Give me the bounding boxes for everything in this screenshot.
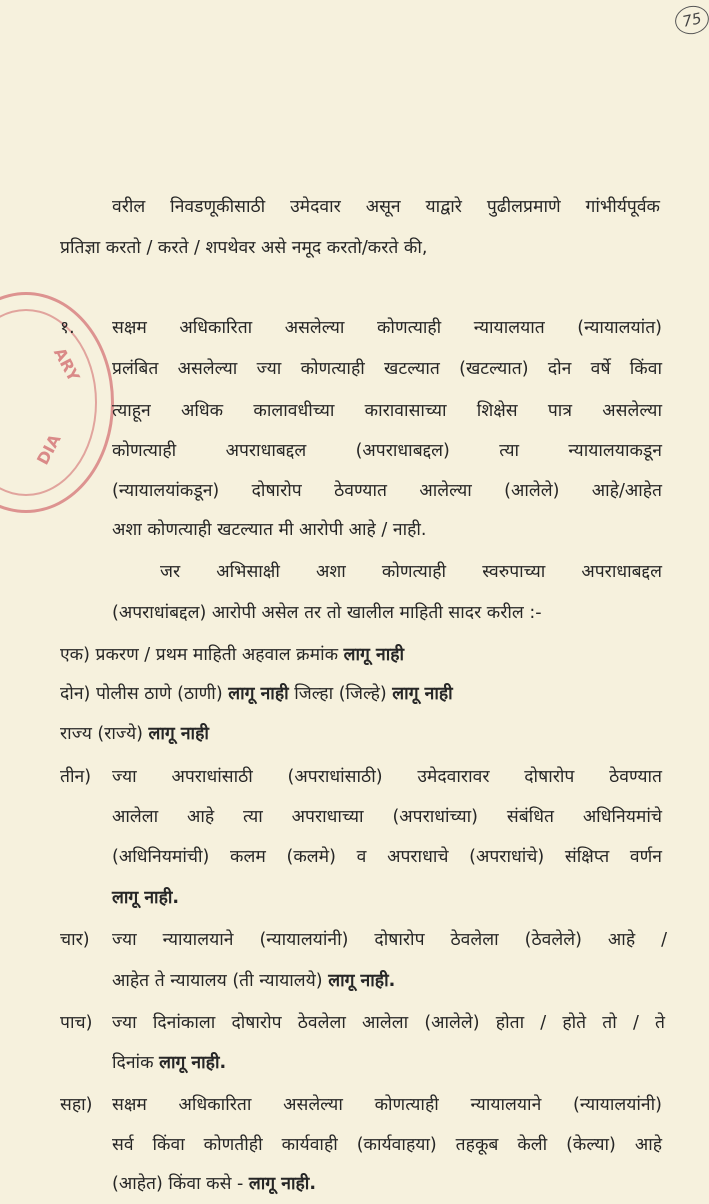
item-teen-label: तीन) [60, 767, 92, 787]
item-char-text: आहेत ते न्यायालय (ती न्यायालये) [112, 971, 323, 991]
item-saha-line-2: सर्व किंवा कोणतीही कार्यवाही (कार्यवाहया) तहकूब केली (केल्या) आहे [112, 1135, 662, 1155]
item-ek [60, 643, 404, 667]
item-don-text-b: जिल्हा (जिल्हे) [294, 684, 387, 704]
item-don-value-b: लागू नाही [392, 684, 453, 704]
item-char-label: चार) [60, 930, 90, 950]
item-char-line-1: ज्या न्यायालयाने (न्यायालयांनी) दोषारोप ठेवलेला (ठेवलेले) आहे / [112, 930, 667, 950]
item-1-line-6: अशा कोणत्याही खटल्यात मी आरोपी आहे / नाही. [112, 520, 427, 540]
library-stamp [0, 292, 114, 513]
item-1-line-2: प्रलंबित असलेल्या ज्या कोणत्याही खटल्यात (खटल्यात) दोन वर्षे किंवा [112, 359, 662, 379]
item-1-line-1: सक्षम अधिकारिता असलेल्या कोणत्याही न्यायालयात (न्यायालयांत) [112, 318, 662, 338]
item-don-label: दोन) [60, 684, 91, 704]
item-don-text-a: पोलीस ठाणे (ठाणी) [95, 684, 223, 704]
item-char-line-2 [112, 969, 395, 993]
item-teen-line-2: आलेला आहे त्या अपराधाच्या (अपराधांच्या) संबंधित अधिनियमांचे [112, 807, 662, 827]
item-saha-label: सहा) [60, 1095, 93, 1115]
item-1-line-4: कोणत्याही अपराधाबद्दल (अपराधाबद्दल) त्या न्यायालयाकडून [112, 441, 662, 461]
intro-line-2: प्रतिज्ञा करतो / करते / शपथेवर असे नमूद करतो/करते की, [60, 238, 428, 258]
item-rajya-value: लागू नाही [148, 724, 209, 744]
para-2-line-1: जर अभिसाक्षी अशा कोणत्याही स्वरुपाच्या अपराधाबद्दल [160, 562, 662, 582]
item-saha-text: (आहेत) किंवा कसे - [112, 1174, 244, 1194]
stamp-text-bottom: DIA [33, 431, 65, 468]
page-number: 75 [672, 3, 709, 37]
item-saha-line-1: सक्षम अधिकारिता असलेल्या कोणत्याही न्यायालयाने (न्यायालयांनी) [112, 1095, 662, 1115]
item-saha-value: लागू नाही. [248, 1174, 316, 1194]
item-pach-line-2 [112, 1051, 226, 1075]
item-teen-line-3: (अधिनियमांची) कलम (कलमे) व अपराधाचे (अपराधांचे) संक्षिप्त वर्णन [112, 847, 662, 867]
item-rajya [60, 722, 209, 746]
item-don-value-a: लागू नाही [228, 684, 289, 704]
item-pach-text: दिनांक [112, 1053, 154, 1073]
item-ek-value: लागू नाही [343, 645, 405, 665]
para-2-line-2: (अपराधांबद्दल) आरोपी असेल तर तो खालील माहिती सादर करील :- [112, 603, 542, 623]
item-ek-label: एक) [60, 645, 90, 665]
item-1-line-5: (न्यायालयांकडून) दोषारोप ठेवण्यात आलेल्या (आलेले) आहे/आहेत [112, 481, 662, 501]
item-pach-label: पाच) [60, 1013, 93, 1033]
item-don [60, 682, 453, 706]
item-ek-text: प्रकरण / प्रथम माहिती अहवाल क्रमांक [95, 645, 339, 665]
item-1-line-3: त्याहून अधिक कालावधीच्या कारावासाच्या शिक्षेस पात्र असलेल्या [112, 401, 662, 421]
item-char-value: लागू नाही. [328, 971, 396, 991]
item-pach-value: लागू नाही. [159, 1053, 227, 1073]
item-teen-value: लागू नाही. [112, 888, 180, 908]
item-rajya-text: राज्य (राज्ये) [60, 724, 143, 744]
item-1-number: १. [60, 318, 75, 338]
item-pach-line-1: ज्या दिनांकाला दोषारोप ठेवलेला आलेला (आलेले) होता / होते तो / ते [112, 1013, 665, 1033]
item-saha-line-3 [112, 1172, 316, 1196]
item-teen-line-1: ज्या अपराधांसाठी (अपराधांसाठी) उमेदवारावर दोषारोप ठेवण्यात [112, 767, 662, 787]
intro-line-1: वरील निवडणूकीसाठी उमेदवार असून याद्वारे पुढीलप्रमाणे गांभीर्यपूर्वक [112, 197, 660, 217]
stamp-text-top: ARY [50, 344, 84, 385]
